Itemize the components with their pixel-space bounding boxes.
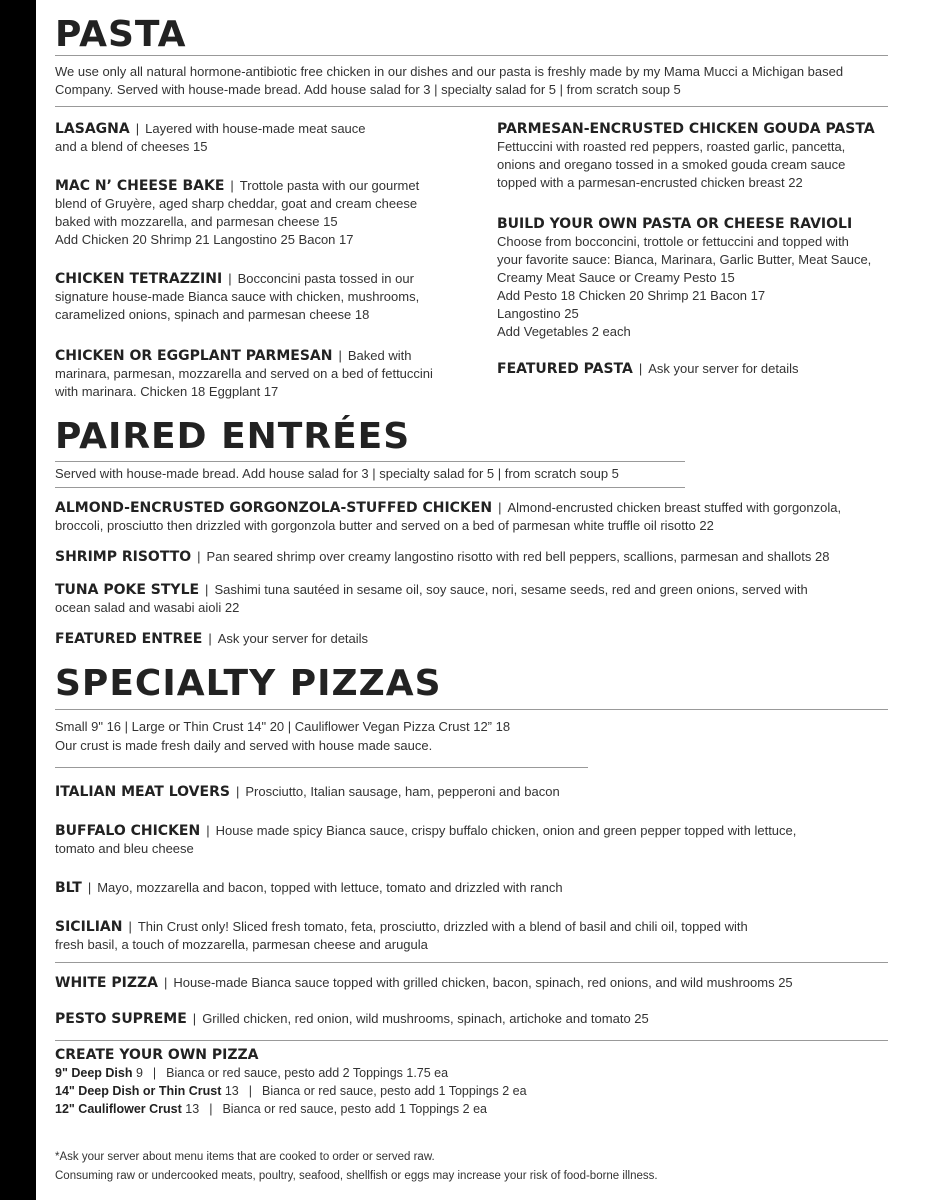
- crust-option-detail: Bianca or red sauce, pesto add 1 Toppings 2 ea: [262, 1084, 527, 1098]
- item-desc: marinara, parmesan, mozzarella and served on a bed of fettuccini: [55, 366, 433, 381]
- item-name: ITALIAN MEAT LOVERS: [55, 784, 230, 800]
- create-your-own-pizza: CREATE YOUR OWN PIZZA 9" Deep Dish 9 | Bianca or red sauce, pesto add 2 Toppings 1.75 ea 14" Deep Dish or Thin Crust 13 | Bianca or red sauce, pesto add 1 Toppings 2 ea 12" Cauliflower Crust 13 | Bianca or red sauce, pesto add 1 Toppings 2 ea: [55, 1047, 527, 1116]
- item-desc: Creamy Meat Sauce or Creamy Pesto 15: [497, 270, 735, 285]
- divider: [55, 106, 888, 107]
- crust-option-detail: Bianca or red sauce, pesto add 2 Toppings 1.75 ea: [166, 1066, 449, 1080]
- menu-item: FEATURED PASTA | Ask your server for details: [497, 361, 799, 377]
- menu-item: FEATURED ENTREE | Ask your server for details: [55, 631, 369, 647]
- crust-option-price: 13: [221, 1084, 239, 1098]
- item-desc: Choose from bocconcini, trottole or fettuccini and topped with: [497, 234, 849, 249]
- item-desc: Sashimi tuna sautéed in sesame oil, soy sauce, nori, sesame seeds, red and green onions, served with: [214, 582, 808, 597]
- item-desc: Almond-encrusted chicken breast stuffed with gorgonzola,: [507, 500, 842, 515]
- item-desc: your favorite sauce: Bianca, Marinara, Garlic Butter, Meat Sauce,: [497, 252, 872, 267]
- item-desc: caramelized onions, spinach and parmesan cheese 18: [55, 307, 370, 322]
- item-desc: House made spicy Bianca sauce, crispy buffalo chicken, onion and green pepper topped with lettuce,: [215, 823, 797, 838]
- pasta-heading: PASTA: [55, 14, 187, 55]
- menu-item: SHRIMP RISOTTO | Pan seared shrimp over creamy langostino risotto with red bell peppers, scallions, parmesan and shallots 28: [55, 549, 830, 565]
- menu-item: BUFFALO CHICKEN | House made spicy Bianca sauce, crispy buffalo chicken, onion and green pepper topped with lettuce, tomato and bleu cheese: [55, 822, 905, 858]
- item-desc: Layered with house-made meat sauce: [145, 121, 366, 136]
- menu-item: WHITE PIZZA | House-made Bianca sauce topped with grilled chicken, bacon, spinach, red onions, and wild mushrooms 25: [55, 975, 793, 991]
- divider: [55, 709, 888, 710]
- item-addons: Add Chicken 20 Shrimp 21 Langostino 25 Bacon 17: [55, 232, 354, 247]
- menu-page: [36, 0, 927, 1200]
- footer-note: *Ask your server about menu items that are cooked to order or served raw.: [55, 1151, 435, 1163]
- menu-item: LASAGNA | Layered with house-made meat sauce and a blend of cheeses 15: [55, 120, 475, 156]
- item-addons: Langostino 25: [497, 306, 579, 321]
- entrees-heading: PAIRED ENTRÉES: [55, 416, 411, 457]
- menu-item: [497, 120, 907, 192]
- menu-item: SICILIAN | Thin Crust only! Sliced fresh tomato, feta, prosciutto, drizzled with a blend of basil and chili oil, topped with fresh basil, a touch of mozzarella, parmesan cheese and arugula: [55, 918, 905, 954]
- item-desc: Trottole pasta with our gourmet: [239, 178, 420, 193]
- item-name: CHICKEN TETRAZZINI: [55, 271, 223, 287]
- menu-item: [497, 215, 907, 341]
- pizza-sizes: Small 9" 16 | Large or Thin Crust 14" 20 | Cauliflower Vegan Pizza Crust 12” 18: [55, 719, 511, 734]
- pizza-crust-note: Our crust is made fresh daily and served with house made sauce.: [55, 738, 433, 753]
- divider: [55, 461, 685, 462]
- entrees-intro: Served with house-made bread. Add house salad for 3 | specialty salad for 5 | from scratch soup 5: [55, 466, 619, 481]
- item-name: TUNA POKE STYLE: [55, 582, 200, 598]
- item-desc: Ask your server for details: [648, 361, 799, 376]
- item-desc: Fettuccini with roasted red peppers, roasted garlic, pancetta,: [497, 139, 846, 154]
- item-desc: and a blend of cheeses 15: [55, 139, 208, 154]
- menu-item: ITALIAN MEAT LOVERS | Prosciutto, Italian sausage, ham, pepperoni and bacon: [55, 784, 560, 800]
- item-desc: Mayo, mozzarella and bacon, topped with lettuce, tomato and drizzled with ranch: [97, 880, 563, 895]
- item-desc: topped with a parmesan-encrusted chicken breast 22: [497, 175, 803, 190]
- menu-item: MAC N’ CHEESE BAKE | Trottole pasta with our gourmet blend of Gruyère, aged sharp cheddar, goat and cream cheese baked with mozzarella, and parmesan cheese 15 Add Chicken 20 Shrimp 21 Langostino 25 Bacon 17: [55, 177, 485, 249]
- item-desc: onions and oregano tossed in a smoked gouda cream sauce: [497, 157, 846, 172]
- food-safety-warning: Consuming raw or undercooked meats, poultry, seafood, shellfish or eggs may increase your risk of food-borne illness.: [55, 1170, 658, 1182]
- crust-option-label: 14" Deep Dish or Thin Crust: [55, 1084, 222, 1098]
- item-name: ALMOND-ENCRUSTED GORGONZOLA-STUFFED CHICKEN: [55, 500, 493, 516]
- item-name: LASAGNA: [55, 121, 130, 137]
- crust-option-price: 9: [132, 1066, 143, 1080]
- crust-option-price: 13: [181, 1102, 200, 1116]
- menu-item: TUNA POKE STYLE | Sashimi tuna sautéed in sesame oil, soy sauce, nori, sesame seeds, red and green onions, served with ocean salad and wasabi aioli 22: [55, 581, 895, 617]
- item-name: PESTO SUPREME: [55, 1011, 187, 1027]
- item-name: BUILD YOUR OWN PASTA OR CHEESE RAVIOLI: [497, 216, 853, 232]
- item-name: FEATURED PASTA: [497, 361, 633, 377]
- item-addons: Add Pesto 18 Chicken 20 Shrimp 21 Bacon 17: [497, 288, 766, 303]
- item-desc: broccoli, prosciutto then drizzled with gorgonzola butter and served on a bed of parmesan white truffle oil risotto 22: [55, 518, 714, 533]
- item-desc: Baked with: [347, 348, 412, 363]
- pizzas-heading: SPECIALTY PIZZAS: [55, 663, 442, 704]
- divider: [55, 962, 888, 963]
- item-name: CREATE YOUR OWN PIZZA: [55, 1047, 259, 1063]
- item-desc: baked with mozzarella, and parmesan cheese 15: [55, 214, 338, 229]
- item-desc: Thin Crust only! Sliced fresh tomato, feta, prosciutto, drizzled with a blend of basil and chili oil, topped with: [137, 919, 748, 934]
- item-desc: Bocconcini pasta tossed in our: [237, 271, 414, 286]
- item-name: SHRIMP RISOTTO: [55, 549, 192, 565]
- item-desc: Pan seared shrimp over creamy langostino risotto with red bell peppers, scallions, parmesan and shallots 28: [206, 549, 830, 564]
- item-addons: Add Vegetables 2 each: [497, 324, 631, 339]
- crust-option-label: 9" Deep Dish: [55, 1066, 133, 1080]
- crust-option-detail: Bianca or red sauce, pesto add 1 Toppings 2 ea: [222, 1102, 487, 1116]
- menu-item: CHICKEN OR EGGPLANT PARMESAN | Baked with marinara, parmesan, mozzarella and served on a bed of fettuccini with marinara. Chicken 18 Eggplant 17: [55, 347, 485, 401]
- item-name: MAC N’ CHEESE BAKE: [55, 178, 225, 194]
- divider: [55, 487, 685, 488]
- item-name: FEATURED ENTREE: [55, 631, 203, 647]
- item-desc: tomato and bleu cheese: [55, 841, 194, 856]
- pasta-intro: We use only all natural hormone-antibiotic free chicken in our dishes and our pasta is freshly made by my Mama Mucci a Michigan based Company. Served with house-made bread. Add house salad for 3 | specialty salad for 5 | from scratch soup 5: [55, 64, 844, 97]
- menu-item: PESTO SUPREME | Grilled chicken, red onion, wild mushrooms, spinach, artichoke and tomato 25: [55, 1011, 649, 1027]
- item-desc: with marinara. Chicken 18 Eggplant 17: [55, 384, 279, 399]
- menu-item: CHICKEN TETRAZZINI | Bocconcini pasta tossed in our signature house-made Bianca sauce with chicken, mushrooms, caramelized onions, spinach and parmesan cheese 18: [55, 270, 485, 324]
- item-name: BUFFALO CHICKEN: [55, 823, 201, 839]
- item-name: CHICKEN OR EGGPLANT PARMESAN: [55, 348, 333, 364]
- item-name: WHITE PIZZA: [55, 975, 158, 991]
- item-desc: House-made Bianca sauce topped with grilled chicken, bacon, spinach, red onions, and wild mushrooms 25: [173, 975, 793, 990]
- item-desc: ocean salad and wasabi aioli 22: [55, 600, 240, 615]
- item-desc: Ask your server for details: [217, 631, 369, 646]
- item-name: PARMESAN-ENCRUSTED CHICKEN GOUDA PASTA: [497, 121, 875, 137]
- item-name: SICILIAN: [55, 919, 123, 935]
- divider: [55, 55, 888, 56]
- item-desc: fresh basil, a touch of mozzarella, parmesan cheese and arugula: [55, 937, 428, 952]
- crust-option-label: 12" Cauliflower Crust: [55, 1102, 182, 1116]
- divider: [55, 1040, 888, 1041]
- item-desc: signature house-made Bianca sauce with chicken, mushrooms,: [55, 289, 420, 304]
- item-name: BLT: [55, 880, 82, 896]
- menu-item: BLT | Mayo, mozzarella and bacon, topped with lettuce, tomato and drizzled with ranch: [55, 880, 563, 896]
- menu-item: ALMOND-ENCRUSTED GORGONZOLA-STUFFED CHICKEN | Almond-encrusted chicken breast stuffed with gorgonzola, broccoli, prosciutto then drizzled with gorgonzola butter and served on a bed of parmesan white truffle oil risotto 22: [55, 499, 895, 535]
- item-desc: Grilled chicken, red onion, wild mushrooms, spinach, artichoke and tomato 25: [202, 1011, 649, 1026]
- divider: [55, 767, 588, 768]
- item-desc: blend of Gruyère, aged sharp cheddar, goat and cream cheese: [55, 196, 418, 211]
- item-desc: Prosciutto, Italian sausage, ham, pepperoni and bacon: [245, 784, 560, 799]
